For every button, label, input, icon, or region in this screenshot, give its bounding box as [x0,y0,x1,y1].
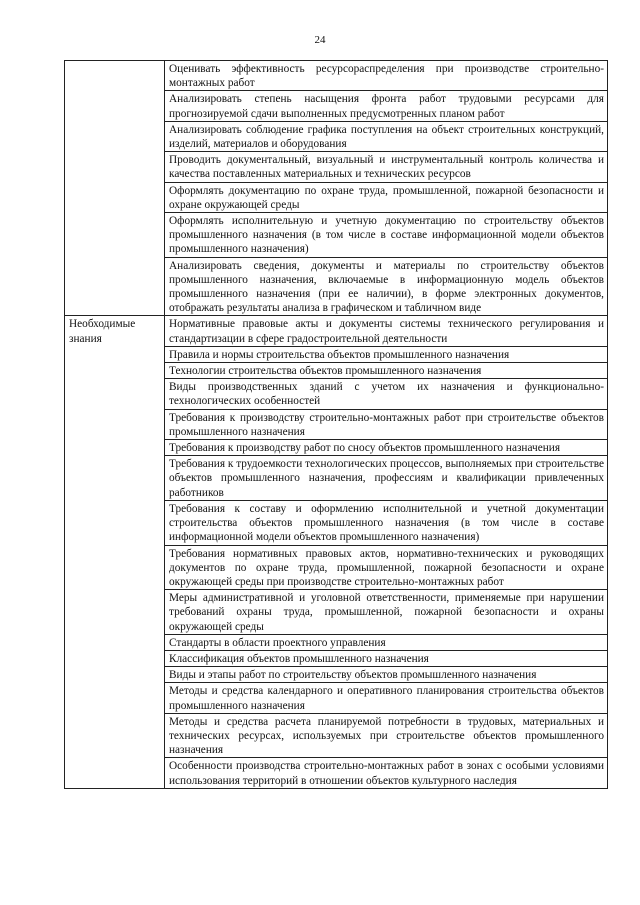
requirement-item: Анализировать соблюдение графика поступления на объект строительных конструкций, изделий, материалов и оборудования [165,121,608,151]
requirement-item: Особенности производства строительно-монтажных работ в зонах с особыми условиями использования территорий в отношении объектов культурного наследия [165,758,608,788]
requirement-item: Проводить документальный, визуальный и инструментальный контроль количества и качества поставленных материальных и технических ресурсов [165,152,608,182]
requirement-item: Методы и средства календарного и оперативного планирования строительства объектов промышленного назначения [165,683,608,713]
requirements-table [64,60,608,789]
requirement-item: Оформлять исполнительную и учетную документацию по строительству объектов промышленного назначения (в том числе в составе информационной модели объектов промышленного назначения) [165,213,608,258]
requirement-item: Меры административной и уголовной ответственности, применяемые при нарушении требований охраны труда, промышленной, пожарной безопасности и охраны окружающей среды [165,590,608,635]
page-number: 24 [314,34,326,46]
requirement-item: Оформлять документацию по охране труда, промышленной, пожарной безопасности и охране окружающей среды [165,182,608,212]
requirement-item: Анализировать сведения, документы и материалы по строительству объектов промышленного назначения, включаемые в информационную модель объектов промышленного назначения (при ее наличии), в форме электронных документов, отображать результаты анализа в графическом и табличном виде [165,257,608,316]
requirement-item: Оценивать эффективность ресурсораспределения при производстве строительно-монтажных работ [165,61,608,91]
requirement-item: Методы и средства расчета планируемой потребности в трудовых, материальных и технических ресурсах, используемых при строительстве объектов промышленного назначения [165,713,608,758]
table-row [65,61,608,91]
section-label-cell [65,61,165,316]
requirement-item: Нормативные правовые акты и документы системы технического регулирования и стандартизации в сфере градостроительной деятельности [165,316,608,346]
section-label-knowledge: Необходимые знания [65,316,165,788]
requirement-item: Виды производственных зданий с учетом их назначения и функционально-технологических особенностей [165,379,608,409]
requirement-item: Требования к составу и оформлению исполнительной и учетной документации строительства объектов промышленного назначения (в том числе в составе информационной модели объектов промышленного назначения) [165,500,608,545]
requirement-item: Классификация объектов промышленного назначения [165,650,608,666]
requirement-item: Требования к производству строительно-монтажных работ при строительстве объектов промышленного назначения [165,409,608,439]
requirement-item: Стандарты в области проектного управления [165,634,608,650]
table-row [65,316,608,346]
requirement-item: Правила и нормы строительства объектов промышленного назначения [165,346,608,362]
requirement-item: Виды и этапы работ по строительству объектов промышленного назначения [165,667,608,683]
requirement-item: Технологии строительства объектов промышленного назначения [165,363,608,379]
requirement-item: Требования к трудоемкости технологических процессов, выполняемых при строительстве объектов промышленного назначения, профессиям и квалификации привлеченных работников [165,456,608,501]
requirement-item: Требования нормативных правовых актов, нормативно-технических и руководящих документов по охране труда, промышленной, пожарной безопасности и охране окружающей среды при производстве строительно-монтажных работ [165,545,608,590]
requirement-item: Требования к производству работ по сносу объектов промышленного назначения [165,440,608,456]
requirement-item: Анализировать степень насыщения фронта работ трудовыми ресурсами для прогнозируемой сдачи выполненных предусмотренных планом работ [165,91,608,121]
